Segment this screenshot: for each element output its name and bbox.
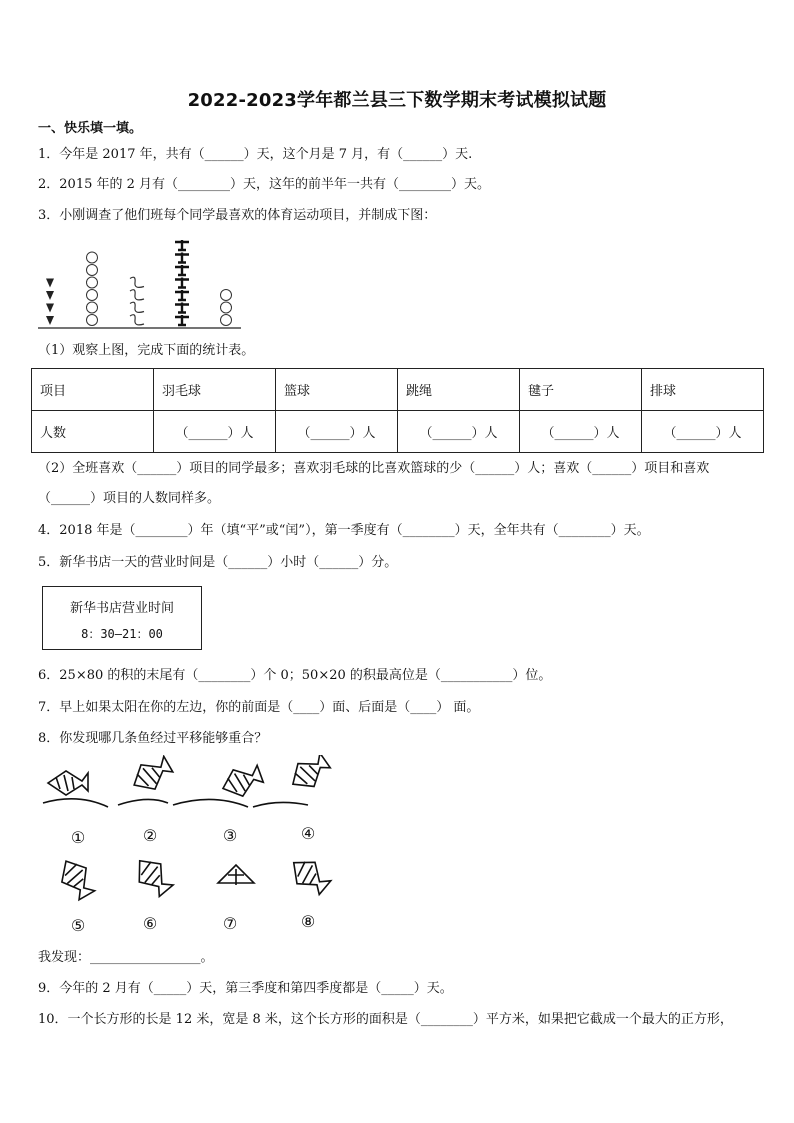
table-header-cell: 羽毛球 xyxy=(154,369,276,411)
answer-blank[interactable]: （______）人 xyxy=(642,411,764,453)
pictograph-mark xyxy=(175,265,189,275)
fish-label: ⑤ xyxy=(70,916,86,935)
pictograph-mark xyxy=(221,302,232,313)
table-header-cell: 毽子 xyxy=(520,369,642,411)
answer-blank[interactable]: （______）人 xyxy=(398,411,520,453)
answer-blank[interactable]: （______）人 xyxy=(154,411,276,453)
pictograph-mark xyxy=(130,290,144,300)
pictograph-mark xyxy=(221,290,232,301)
fish-label: ① xyxy=(70,828,86,847)
question-3: 3．小刚调查了他们班每个同学最喜欢的体育运动项目，并制成下图： xyxy=(38,208,437,223)
question-3-1: （1）观察上图，完成下面的统计表。 xyxy=(38,343,255,358)
pictograph-mark xyxy=(175,253,189,263)
fish-icon xyxy=(127,755,176,797)
question-2: 2．2015 年的 2 月有（________）天，这年的前半年一共有（________）天。 xyxy=(38,177,491,192)
fish-icon xyxy=(218,865,254,885)
fish-icon xyxy=(218,762,265,802)
pictograph-mark xyxy=(87,302,98,313)
pictograph-mark xyxy=(175,290,189,300)
pictograph-mark xyxy=(87,265,98,276)
question-3-2a: （2）全班喜欢（______）项目的同学最多；喜欢羽毛球的比喜欢篮球的少（______）人；喜欢（______）项目和喜欢 xyxy=(38,461,710,476)
table-header-row xyxy=(32,369,764,411)
table-header-cell: 跳绳 xyxy=(398,369,520,411)
pictograph-mark xyxy=(87,252,98,263)
question-9: 9．今年的 2 月有（_____）天，第三季度和第四季度都是（_____）天。 xyxy=(38,981,453,996)
pictograph-mark xyxy=(87,290,98,301)
business-hours-title: 新华书店营业时间 xyxy=(69,601,174,616)
question-7: 7．早上如果太阳在你的左边，你的前面是（____）面、后面是（____） 面。 xyxy=(38,700,480,715)
section-heading: 一、快乐填一填。 xyxy=(38,121,143,136)
table-header-cell: 项目 xyxy=(32,369,154,411)
pictograph-mark xyxy=(130,277,144,287)
question-5: 5．新华书店一天的营业时间是（______）小时（______）分。 xyxy=(38,555,398,570)
answer-blank[interactable]: （______）人 xyxy=(520,411,642,453)
pictograph-mark xyxy=(46,304,54,313)
table-row-label: 人数 xyxy=(32,411,154,453)
pictograph-mark xyxy=(175,240,189,250)
pictograph-mark xyxy=(87,315,98,326)
question-8: 8．你发现哪几条鱼经过平移能够重合？ xyxy=(38,731,268,746)
fish-icon xyxy=(54,854,98,903)
question-6: 6．25×80 的积的末尾有（________）个 0；50×20 的积最高位是（___________）位。 xyxy=(38,668,552,683)
table-header-cell: 篮球 xyxy=(276,369,398,411)
pictograph-mark xyxy=(175,315,189,325)
business-hours-time: 8：30—21：00 xyxy=(81,627,163,641)
fish-label: ⑥ xyxy=(142,914,158,933)
question-3-2b: （______）项目的人数同样多。 xyxy=(38,491,221,506)
fish-label: ⑦ xyxy=(222,914,238,933)
table-row xyxy=(32,411,764,453)
question-8-answer: 我发现：_________________。 xyxy=(38,950,214,965)
fish-label: ② xyxy=(142,826,158,845)
pictograph-mark xyxy=(175,278,189,288)
pictograph-chart xyxy=(36,236,246,332)
question-4: 4．2018 年是（________）年（填“平”或“闰”），第一季度有（________）天，全年共有（________）天。 xyxy=(38,523,650,538)
question-1: 1．今年是 2017 年，共有（______）天，这个月是 7 月，有（______）天. xyxy=(38,147,473,162)
pictograph-mark xyxy=(46,291,54,300)
pictograph-mark xyxy=(221,315,232,326)
pictograph-mark xyxy=(175,303,189,313)
pictograph-mark xyxy=(130,315,144,325)
fish-label: ④ xyxy=(300,824,316,843)
answer-blank[interactable]: （______）人 xyxy=(276,411,398,453)
table-header-cell: 排球 xyxy=(642,369,764,411)
pictograph-mark xyxy=(46,279,54,288)
question-10: 10．一个长方形的长是 12 米，宽是 8 米，这个长方形的面积是（________）平方米，如果把它截成一个最大的正方形， xyxy=(38,1012,733,1027)
fish-figure xyxy=(38,755,348,945)
fish-icon xyxy=(48,771,88,795)
page-title: 2022-2023学年都兰县三下数学期末考试模拟试题 xyxy=(187,90,607,111)
fish-label: ⑧ xyxy=(300,912,316,931)
fish-label: ③ xyxy=(222,826,238,845)
fish-icon xyxy=(285,852,334,899)
stats-table xyxy=(31,368,764,453)
pictograph-mark xyxy=(87,277,98,288)
business-hours-box xyxy=(42,586,202,650)
fish-icon xyxy=(285,755,334,796)
water-line xyxy=(43,799,308,807)
pictograph-mark xyxy=(130,302,144,312)
pictograph-mark xyxy=(46,316,54,325)
fish-icon xyxy=(129,852,176,901)
